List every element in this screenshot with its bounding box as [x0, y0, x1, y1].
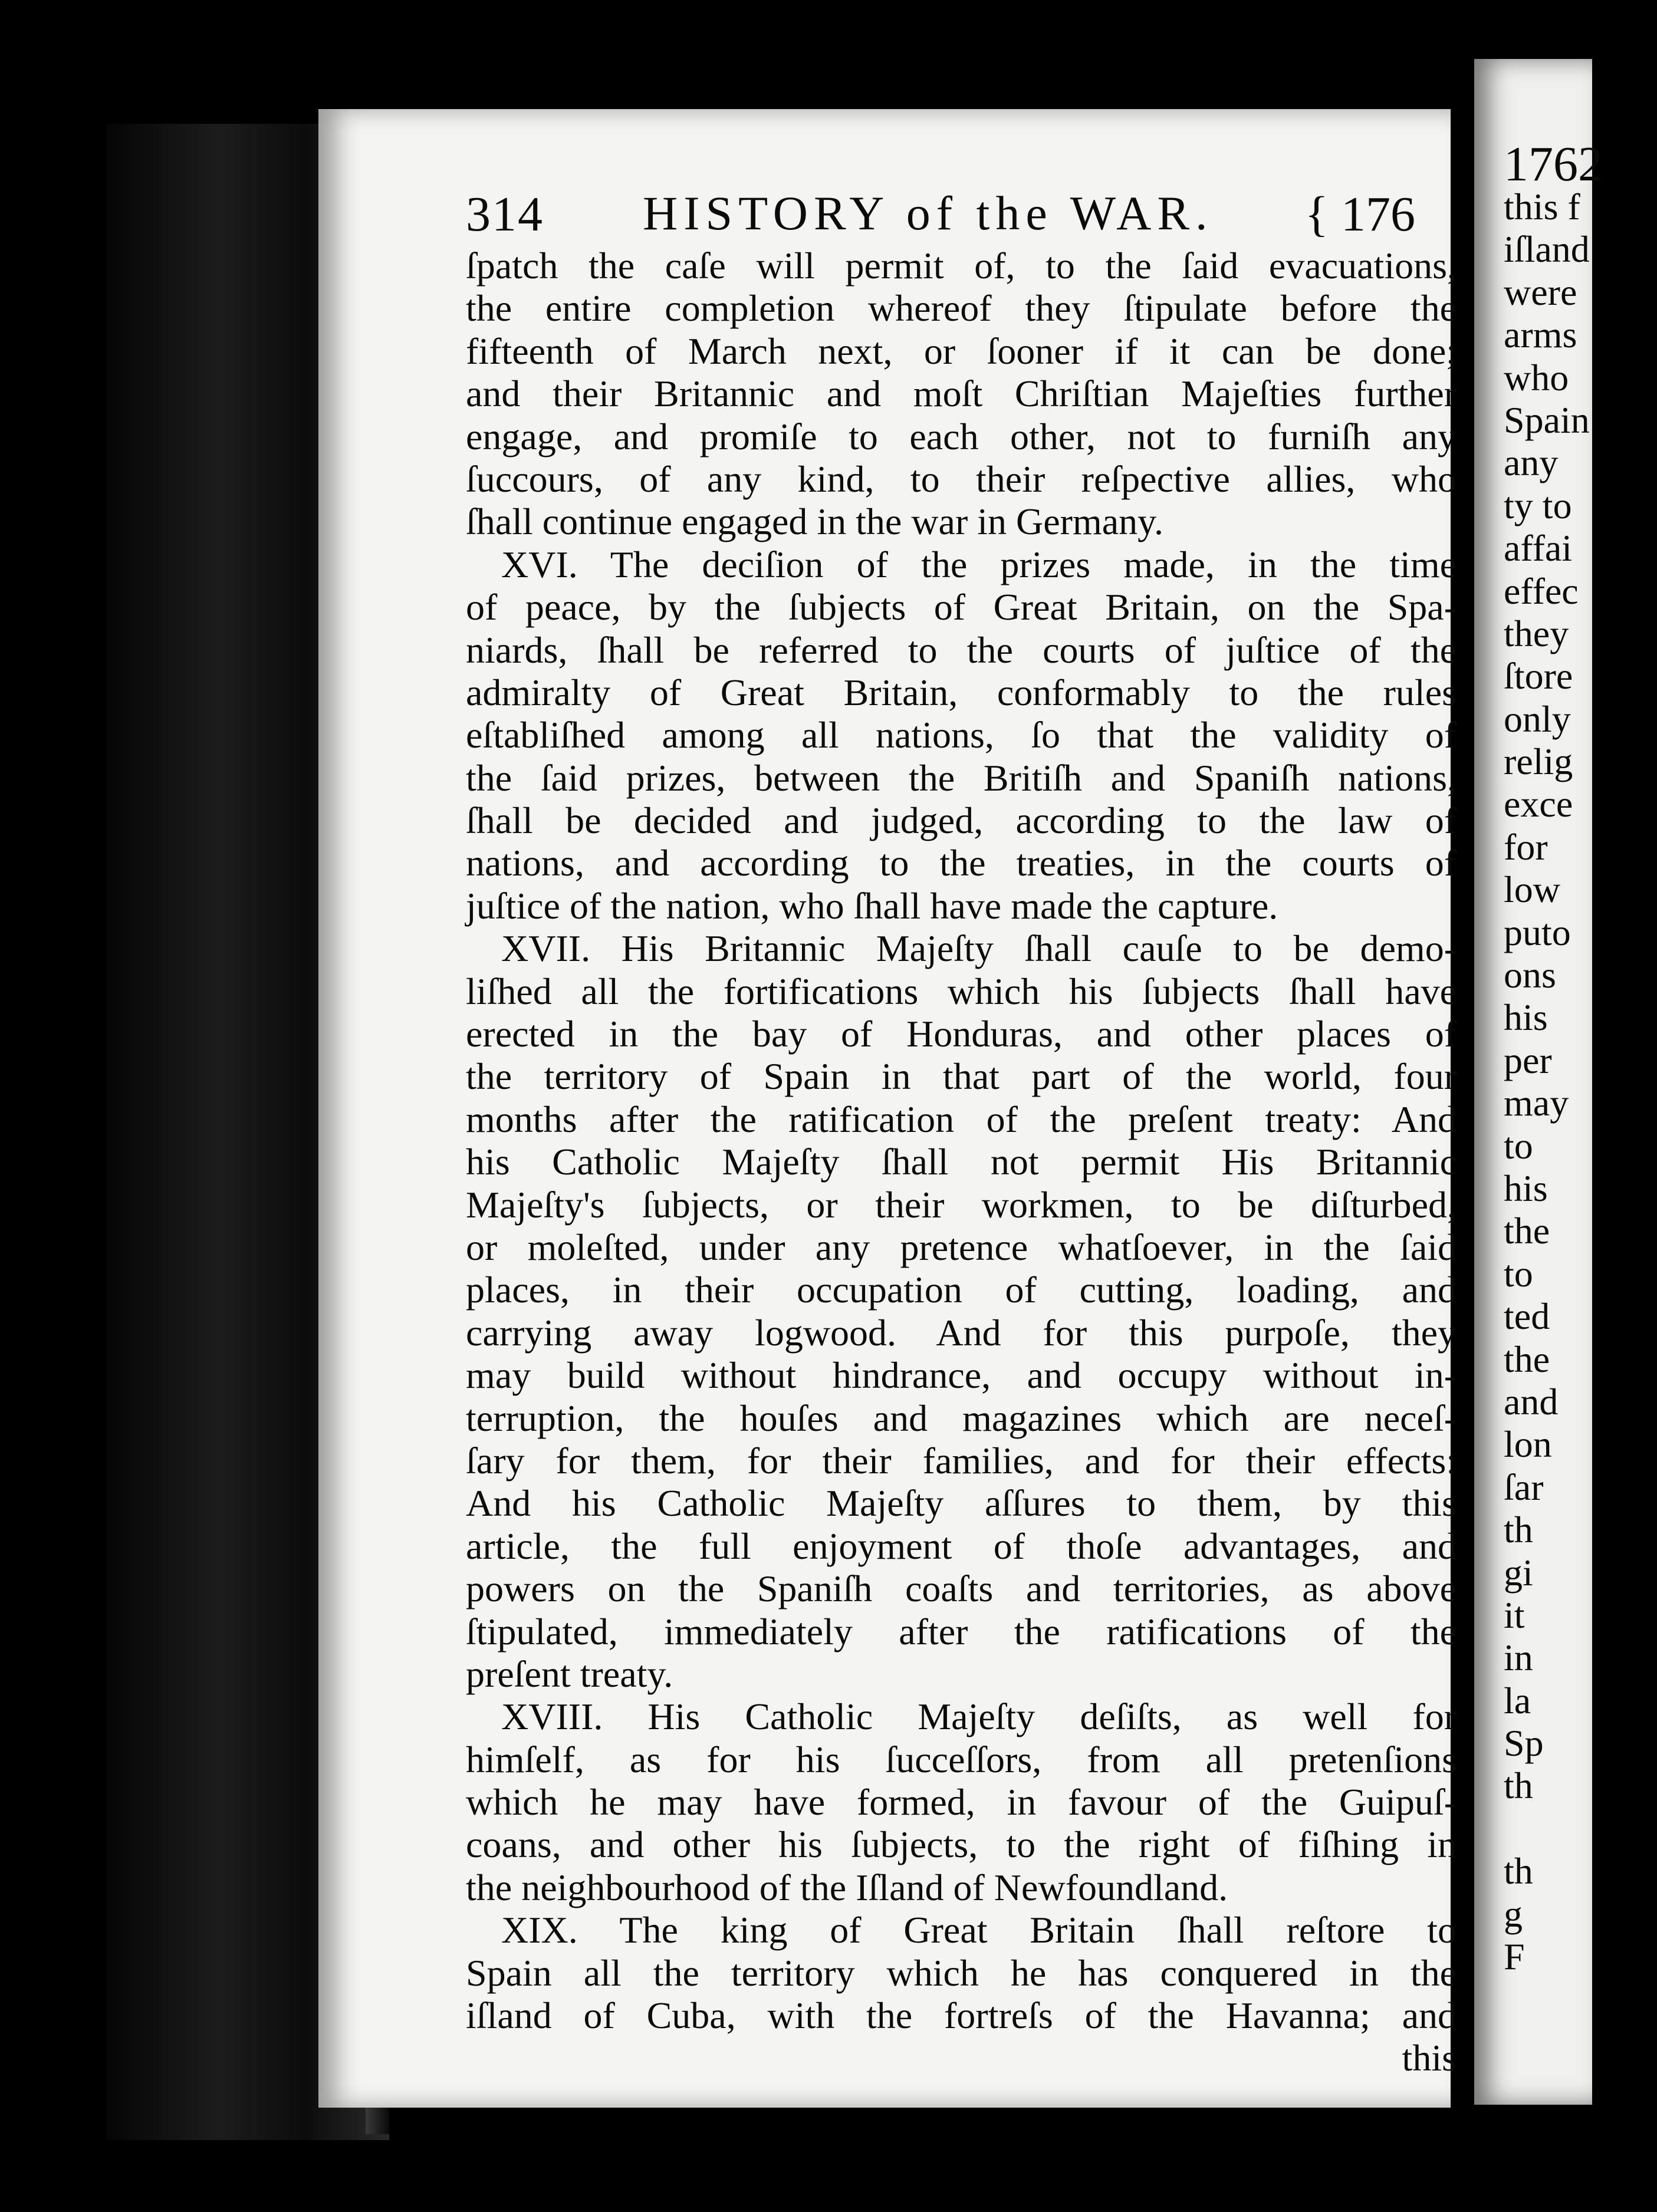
facing-text-line: iſland: [1504, 228, 1590, 271]
text-line: iſland of Cuba, with the fortreſs of the Havanna; and: [466, 1994, 1457, 2037]
facing-text-line: only: [1504, 697, 1571, 740]
text-line: ſhall be decided and judged, according to the law of: [466, 799, 1457, 842]
text-line: preſent treaty.: [466, 1653, 673, 1695]
facing-text-line: affai: [1504, 527, 1573, 570]
signature-mark: { 176: [1304, 187, 1415, 242]
facing-text-line: his: [1504, 996, 1548, 1039]
text-line: or moleſted, under any pretence whatſoever, in the ſaid: [466, 1226, 1457, 1268]
text-line: ſhall continue engaged in the war in Germany.: [466, 501, 1163, 543]
facing-text-line: his: [1504, 1167, 1548, 1209]
facing-text-line: Sp: [1504, 1722, 1544, 1765]
text-line: fifteenth of March next, or ſooner if it can be done;: [466, 330, 1457, 372]
text-line: carrying away logwood. And for this purpoſe, they: [466, 1311, 1457, 1354]
text-line: and their Britannic and moſt Chriſtian Majeſties further: [466, 373, 1457, 415]
facing-text-line: this f: [1504, 186, 1580, 228]
facing-text-line: effec: [1504, 570, 1579, 612]
text-line: engage, and promiſe to each other, not to furniſh any: [466, 415, 1457, 457]
page-number: 314: [466, 187, 544, 242]
text-line: article, the full enjoyment of thoſe advantages, and: [466, 1525, 1457, 1567]
facing-text-line: for: [1504, 825, 1548, 868]
facing-text-line: [1504, 1808, 1657, 1850]
facing-text-line: ſar: [1504, 1466, 1544, 1508]
article-xvi-start: XVI. The deciſion of the prizes made, in the time: [501, 543, 1457, 585]
article-xviii-start: XVIII. His Catholic Majeſty deſiſts, as well for: [501, 1696, 1457, 1738]
text-line: places, in their occupation of cutting, loading, and: [466, 1269, 1457, 1311]
text-line: terruption, the houſes and magazines which are neceſ-: [466, 1397, 1457, 1439]
text-line: ſary for them, for their families, and for their effects:: [466, 1439, 1457, 1482]
text-line: Majeſty's ſubjects, or their workmen, to be diſturbed,: [466, 1183, 1457, 1226]
facing-text-line: ons: [1504, 954, 1556, 996]
facing-text-line: th: [1504, 1765, 1533, 1807]
facing-text-line: arms: [1504, 314, 1577, 356]
facing-text-line: ſtore: [1504, 655, 1573, 697]
text-line: of peace, by the ſubjects of Great Britain, on the Spa-: [466, 586, 1457, 628]
running-title: HISTORY of the WAR.: [643, 186, 1214, 240]
facing-text-line: th: [1504, 1850, 1533, 1892]
text-line: himſelf, as for his ſucceſſors, from all pretenſions: [466, 1738, 1457, 1780]
text-line: ſtipulated, immediately after the ratifications of the: [466, 1610, 1457, 1653]
facing-running-head: 1762: [1504, 137, 1603, 192]
facing-body-text: [1504, 186, 1657, 1978]
article-xvii-start: XVII. His Britannic Majeſty ſhall cauſe to be demo-: [501, 927, 1457, 970]
text-line: powers on the Spaniſh coaſts and territories, as above: [466, 1568, 1457, 1610]
text-line: months after the ratification of the preſent treaty: And: [466, 1098, 1457, 1140]
text-line: juſtice of the nation, who ſhall have made the capture.: [466, 884, 1278, 927]
text-line: nations, and according to the treaties, in the courts of: [466, 842, 1457, 884]
text-line: niards, ſhall be referred to the courts of juſtice of the: [466, 628, 1457, 671]
facing-text-line: in: [1504, 1637, 1533, 1679]
text-line: coans, and other his ſubjects, to the right of fiſhing in: [466, 1823, 1457, 1866]
text-line: his Catholic Majeſty ſhall not permit His Britannic: [466, 1141, 1457, 1183]
facing-text-line: exce: [1504, 783, 1573, 825]
facing-text-line: may: [1504, 1082, 1569, 1124]
text-line: liſhed all the fortifications which his ſubjects ſhall have: [466, 970, 1457, 1012]
page-verso: [318, 109, 1457, 2108]
text-line: admiralty of Great Britain, conformably to the rules: [466, 671, 1457, 713]
article-xix-start: XIX. The king of Great Britain ſhall reſtore to: [501, 1909, 1457, 1951]
facing-text-line: it: [1504, 1594, 1525, 1636]
facing-text-line: Spain: [1504, 399, 1590, 441]
facing-text-line: g: [1504, 1892, 1523, 1935]
facing-text-line: any: [1504, 442, 1559, 484]
facing-text-line: F: [1504, 1936, 1525, 1978]
text-line: the ſaid prizes, between the Britiſh and Spaniſh nations,: [466, 756, 1457, 799]
text-line: the neighbourhood of the Iſland of Newfoundland.: [466, 1866, 1228, 1908]
facing-text-line: puto: [1504, 911, 1571, 953]
catchword: this: [1402, 2037, 1457, 2079]
facing-text-line: low: [1504, 868, 1560, 911]
facing-text-line: the: [1504, 1210, 1550, 1252]
text-line: erected in the bay of Honduras, and other places of: [466, 1013, 1457, 1055]
facing-text-line: gi: [1504, 1551, 1533, 1594]
facing-text-line: per: [1504, 1039, 1552, 1081]
body-text: [466, 245, 1457, 2080]
facing-text-line: ty to: [1504, 484, 1572, 526]
facing-text-line: relig: [1504, 740, 1573, 783]
facing-text-line: the: [1504, 1338, 1550, 1380]
facing-text-line: ted: [1504, 1295, 1550, 1338]
page-recto-partial: [1474, 59, 1603, 2105]
text-line: ſuccours, of any kind, to their reſpective allies, who: [466, 457, 1457, 500]
facing-text-line: to: [1504, 1252, 1533, 1295]
text-line: And his Catholic Majeſty aſſures to them, by this: [466, 1482, 1457, 1525]
text-line: the territory of Spain in that part of the world, four: [466, 1055, 1457, 1098]
text-line: Spain all the territory which he has conquered in the: [466, 1951, 1457, 1994]
facing-text-line: who: [1504, 356, 1569, 399]
facing-text-line: they: [1504, 612, 1569, 654]
text-line: which he may have formed, in favour of the Guipuſ-: [466, 1781, 1457, 1823]
text-line: eſtabliſhed among all nations, ſo that the validity of: [466, 714, 1457, 756]
facing-text-line: to: [1504, 1124, 1533, 1167]
text-line: may build without hindrance, and occupy without in-: [466, 1354, 1457, 1397]
facing-text-line: th: [1504, 1509, 1533, 1551]
facing-text-line: were: [1504, 271, 1577, 313]
text-line: the entire completion whereof they ſtipulate before the: [466, 287, 1457, 330]
facing-text-line: and: [1504, 1380, 1559, 1423]
text-line: ſpatch the caſe will permit of, to the ſaid evacuations,: [466, 245, 1457, 287]
facing-text-line: lon: [1504, 1423, 1552, 1466]
facing-text-line: la: [1504, 1679, 1531, 1721]
